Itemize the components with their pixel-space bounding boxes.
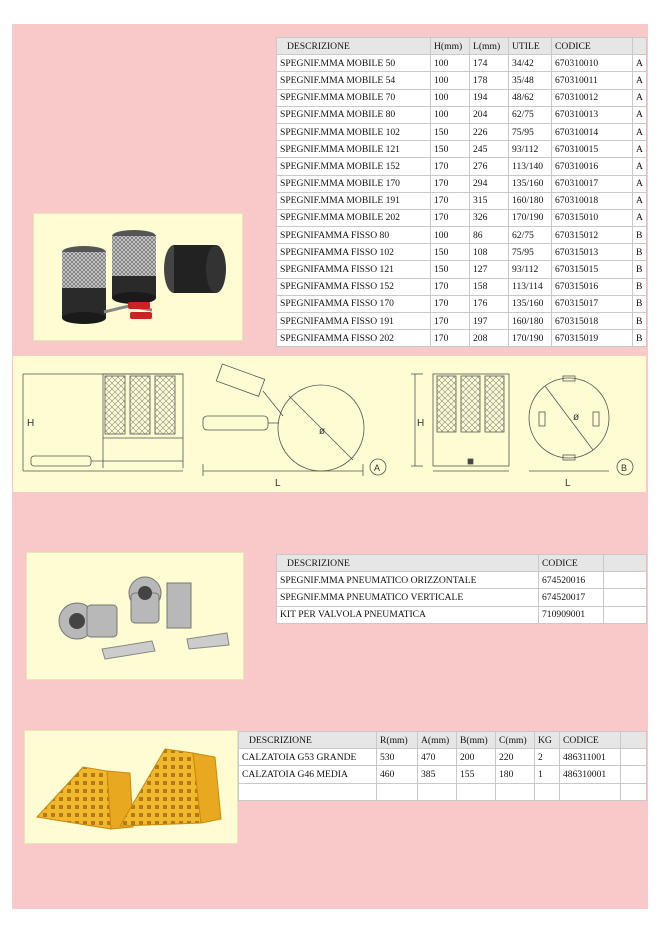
table-cell: 113/140 xyxy=(509,158,552,175)
table-cell: A xyxy=(633,175,647,192)
col-c: C(mm) xyxy=(496,732,535,749)
table-cell: 100 xyxy=(431,55,470,72)
table-cell: 170/190 xyxy=(509,330,552,347)
label-a: A xyxy=(374,463,381,473)
table-cell: SPEGNIFAMMA FISSO 121 xyxy=(277,261,431,278)
table-cell: SPEGNIF.MMA PNEUMATICO ORIZZONTALE xyxy=(277,572,539,589)
table-cell: 127 xyxy=(470,261,509,278)
table-cell: 155 xyxy=(457,766,496,783)
table-cell: SPEGNIF.MMA MOBILE 191 xyxy=(277,192,431,209)
table-row xyxy=(277,227,647,244)
dimension-diagram xyxy=(13,356,646,492)
col-codice: CODICE xyxy=(539,555,604,572)
table-cell: A xyxy=(633,141,647,158)
table-cell: A xyxy=(633,123,647,140)
table-cell: 670310011 xyxy=(552,72,633,89)
col-a: A(mm) xyxy=(418,732,457,749)
table-row xyxy=(239,783,647,800)
table-cell: SPEGNIF.MMA MOBILE 170 xyxy=(277,175,431,192)
label-l-a: L xyxy=(275,478,281,489)
table-cell: 486311001 xyxy=(560,749,621,766)
table-cell: B xyxy=(633,244,647,261)
table-row xyxy=(277,89,647,106)
table-cell: 674520016 xyxy=(539,572,604,589)
table-cell: 670315010 xyxy=(552,209,633,226)
table-cell: 486310001 xyxy=(560,766,621,783)
table-cell: SPEGNIF.MMA MOBILE 50 xyxy=(277,55,431,72)
col-codice: CODICE xyxy=(552,38,633,55)
table-cell: 674520017 xyxy=(539,589,604,606)
table-cell: 100 xyxy=(431,227,470,244)
table-row xyxy=(277,572,647,589)
table-cell: 170 xyxy=(431,330,470,347)
table-cell: 670310016 xyxy=(552,158,633,175)
table-cell: 170 xyxy=(431,158,470,175)
table-cell: A xyxy=(633,55,647,72)
table-cell: 108 xyxy=(470,244,509,261)
table-header-row xyxy=(277,38,647,55)
table-cell: 204 xyxy=(470,106,509,123)
table-row xyxy=(277,606,647,623)
table-cell: 530 xyxy=(377,749,418,766)
table-cell: 150 xyxy=(431,123,470,140)
table-cell: B xyxy=(633,261,647,278)
table-cell: 385 xyxy=(418,766,457,783)
table-cell: SPEGNIF.MMA MOBILE 121 xyxy=(277,141,431,158)
table-cell xyxy=(535,783,560,800)
table-row xyxy=(277,175,647,192)
table-cell: 160/180 xyxy=(509,313,552,330)
col-r: R(mm) xyxy=(377,732,418,749)
table-cell: SPEGNIFAMMA FISSO 102 xyxy=(277,244,431,261)
table-cell: B xyxy=(633,278,647,295)
table-cell: 150 xyxy=(431,141,470,158)
spark-arrestor-photo xyxy=(33,213,243,341)
table-cell: 670310010 xyxy=(552,55,633,72)
table-cell: 670310014 xyxy=(552,123,633,140)
table-cell: 150 xyxy=(431,244,470,261)
table-cell: SPEGNIF.MMA MOBILE 102 xyxy=(277,123,431,140)
table-cell: 170/190 xyxy=(509,209,552,226)
label-h-a: H xyxy=(27,418,35,429)
table-cell: 34/42 xyxy=(509,55,552,72)
table-cell: 200 xyxy=(457,749,496,766)
table-cell: 1 xyxy=(535,766,560,783)
table-row xyxy=(277,278,647,295)
table-cell: 135/160 xyxy=(509,295,552,312)
col-kg: KG xyxy=(535,732,560,749)
table-cell: 113/114 xyxy=(509,278,552,295)
table-cell: 670310017 xyxy=(552,175,633,192)
table-cell: 178 xyxy=(470,72,509,89)
table-row xyxy=(277,123,647,140)
table-cell xyxy=(621,766,647,783)
table-cell: 670315016 xyxy=(552,278,633,295)
table-cell: SPEGNIF.MMA MOBILE 152 xyxy=(277,158,431,175)
table-cell: A xyxy=(633,158,647,175)
pneumatic-arrestor-photo xyxy=(26,552,244,680)
table-row xyxy=(277,313,647,330)
table-cell: 174 xyxy=(470,55,509,72)
label-dia-a: ø xyxy=(319,426,326,437)
table-cell: 294 xyxy=(470,175,509,192)
wheel-chock-photo xyxy=(24,730,238,844)
table-cell: 158 xyxy=(470,278,509,295)
wheel-chock-table xyxy=(238,731,647,801)
table-cell: SPEGNIF.MMA MOBILE 70 xyxy=(277,89,431,106)
table-cell xyxy=(377,783,418,800)
col-descrizione: DESCRIZIONE xyxy=(277,555,539,572)
table-cell: 197 xyxy=(470,313,509,330)
col-descrizione: DESCRIZIONE xyxy=(239,732,377,749)
table-cell: A xyxy=(633,106,647,123)
table-cell: 62/75 xyxy=(509,106,552,123)
table-row xyxy=(277,295,647,312)
table-cell: 75/95 xyxy=(509,123,552,140)
table-row xyxy=(239,766,647,783)
table-cell: A xyxy=(633,72,647,89)
table-cell: 670310018 xyxy=(552,192,633,209)
table-cell: CALZATOIA G53 GRANDE xyxy=(239,749,377,766)
table-cell: 93/112 xyxy=(509,261,552,278)
table-cell: 460 xyxy=(377,766,418,783)
col-b: B(mm) xyxy=(457,732,496,749)
table-cell xyxy=(239,783,377,800)
table-cell: 470 xyxy=(418,749,457,766)
table-cell xyxy=(621,783,647,800)
spark-arrestor-table xyxy=(276,37,647,347)
table-cell: 62/75 xyxy=(509,227,552,244)
table-cell: 220 xyxy=(496,749,535,766)
table-cell xyxy=(604,589,647,606)
table-header-row xyxy=(277,555,647,572)
table-header-row xyxy=(239,732,647,749)
table-cell: 670315012 xyxy=(552,227,633,244)
table-cell: 2 xyxy=(535,749,560,766)
table-cell: SPEGNIF.MMA MOBILE 54 xyxy=(277,72,431,89)
table-row xyxy=(277,261,647,278)
table-cell: SPEGNIF.MMA MOBILE 202 xyxy=(277,209,431,226)
table-cell: 245 xyxy=(470,141,509,158)
table-cell: A xyxy=(633,209,647,226)
table-cell: 710909001 xyxy=(539,606,604,623)
table-cell: 670315018 xyxy=(552,313,633,330)
table-cell xyxy=(560,783,621,800)
col-codice: CODICE xyxy=(560,732,621,749)
table-cell: 670315013 xyxy=(552,244,633,261)
label-b: B xyxy=(621,463,628,473)
table-cell: B xyxy=(633,313,647,330)
table-cell: A xyxy=(633,89,647,106)
table-cell: 326 xyxy=(470,209,509,226)
table-cell: 194 xyxy=(470,89,509,106)
table-cell: 276 xyxy=(470,158,509,175)
table-cell: SPEGNIFAMMA FISSO 152 xyxy=(277,278,431,295)
table-cell: 170 xyxy=(431,313,470,330)
table-cell: 670315019 xyxy=(552,330,633,347)
table-cell: KIT PER VALVOLA PNEUMATICA xyxy=(277,606,539,623)
table-row xyxy=(239,749,647,766)
table-cell xyxy=(496,783,535,800)
table-row xyxy=(277,141,647,158)
table-cell xyxy=(621,749,647,766)
table-cell xyxy=(604,606,647,623)
table-cell: 176 xyxy=(470,295,509,312)
table-cell: 86 xyxy=(470,227,509,244)
table-cell: 670310013 xyxy=(552,106,633,123)
table-cell: 670310015 xyxy=(552,141,633,158)
table-row xyxy=(277,192,647,209)
col-extra xyxy=(621,732,647,749)
table-cell: SPEGNIFAMMA FISSO 202 xyxy=(277,330,431,347)
table-cell: SPEGNIF.MMA MOBILE 80 xyxy=(277,106,431,123)
table-cell: 160/180 xyxy=(509,192,552,209)
table-cell: 48/62 xyxy=(509,89,552,106)
table-cell: 150 xyxy=(431,261,470,278)
col-descrizione: DESCRIZIONE xyxy=(277,38,431,55)
table-row xyxy=(277,106,647,123)
table-cell: 170 xyxy=(431,209,470,226)
table-cell: 100 xyxy=(431,106,470,123)
table-cell: 315 xyxy=(470,192,509,209)
table-row xyxy=(277,158,647,175)
table-cell: B xyxy=(633,227,647,244)
table-cell: 170 xyxy=(431,278,470,295)
table-cell: 170 xyxy=(431,192,470,209)
table-cell: 75/95 xyxy=(509,244,552,261)
table-cell: A xyxy=(633,192,647,209)
col-utile: UTILE xyxy=(509,38,552,55)
table-row xyxy=(277,55,647,72)
table-row xyxy=(277,209,647,226)
table-row xyxy=(277,244,647,261)
table-cell: 670315017 xyxy=(552,295,633,312)
table-cell: 35/48 xyxy=(509,72,552,89)
table-cell: SPEGNIFAMMA FISSO 191 xyxy=(277,313,431,330)
table-cell xyxy=(457,783,496,800)
col-l: L(mm) xyxy=(470,38,509,55)
table-cell: 100 xyxy=(431,89,470,106)
label-h-b: H xyxy=(417,418,425,429)
table-cell xyxy=(418,783,457,800)
table-cell: 670310012 xyxy=(552,89,633,106)
table-cell: SPEGNIFAMMA FISSO 170 xyxy=(277,295,431,312)
pneumatic-table xyxy=(276,554,647,624)
label-dia-b: ø xyxy=(573,412,580,423)
col-h: H(mm) xyxy=(431,38,470,55)
table-cell: 208 xyxy=(470,330,509,347)
table-cell: 670315015 xyxy=(552,261,633,278)
table-cell: 226 xyxy=(470,123,509,140)
table-cell: SPEGNIF.MMA PNEUMATICO VERTICALE xyxy=(277,589,539,606)
table-cell: B xyxy=(633,330,647,347)
table-cell xyxy=(604,572,647,589)
col-extra xyxy=(604,555,647,572)
table-cell: 135/160 xyxy=(509,175,552,192)
table-cell: B xyxy=(633,295,647,312)
table-row xyxy=(277,330,647,347)
table-cell: 170 xyxy=(431,175,470,192)
table-row xyxy=(277,72,647,89)
table-row xyxy=(277,589,647,606)
table-cell: 93/112 xyxy=(509,141,552,158)
table-cell: CALZATOIA G46 MEDIA xyxy=(239,766,377,783)
col-type xyxy=(633,38,647,55)
table-cell: 100 xyxy=(431,72,470,89)
label-l-b: L xyxy=(565,478,571,489)
table-cell: 180 xyxy=(496,766,535,783)
table-cell: 170 xyxy=(431,295,470,312)
table-cell: SPEGNIFAMMA FISSO 80 xyxy=(277,227,431,244)
